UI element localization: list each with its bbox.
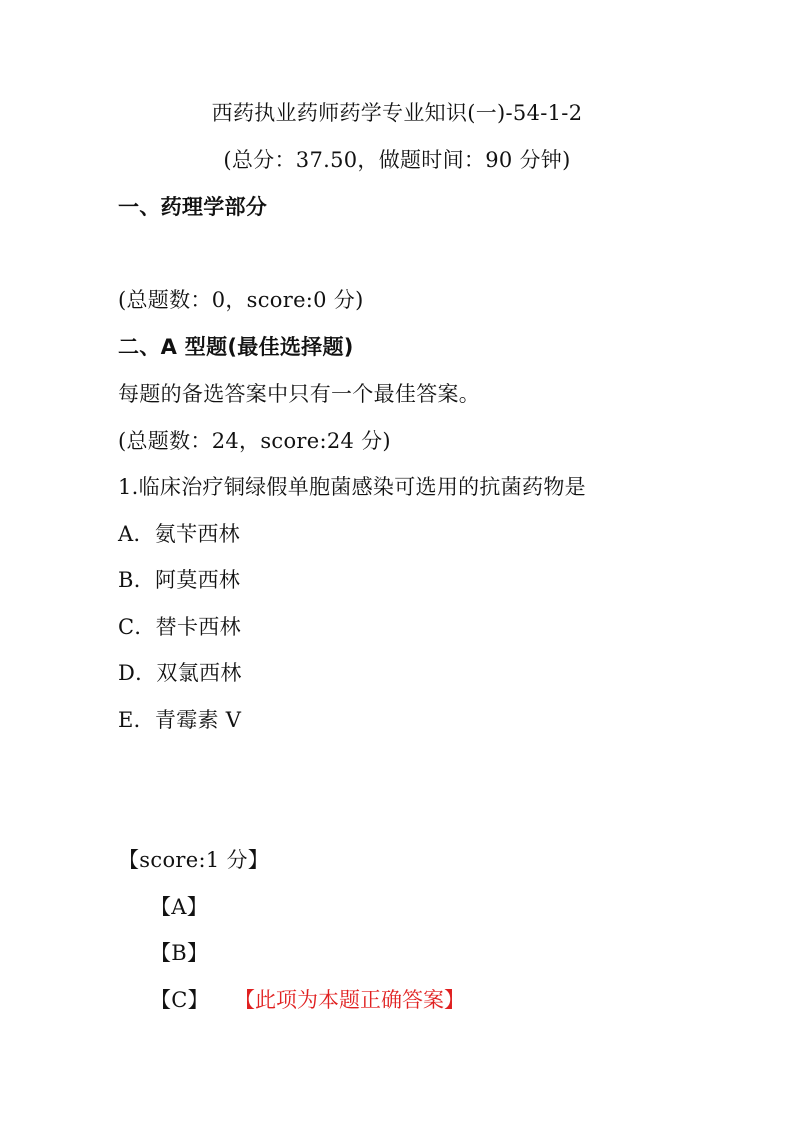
section1-question-count: (总题数：0，score:0 分) [118, 288, 364, 312]
answer-choice-b: 【B】 [150, 941, 209, 965]
section2-question-count: (总题数：24，score:24 分) [118, 429, 391, 453]
document-title: 西药执业药师药学专业知识(一)-54-1-2 [211, 101, 583, 125]
question-stem: 1.临床治疗铜绿假单胞菌感染可选用的抗菌药物是 [118, 475, 586, 499]
option-c: C．替卡西林 [118, 615, 241, 639]
option-b: B．阿莫西林 [118, 568, 241, 592]
correct-answer-note: 【此项为本题正确答案】 [234, 988, 465, 1012]
section2-description: 每题的备选答案中只有一个最佳答案。 [118, 382, 481, 406]
answer-choice-c: 【C】 [150, 988, 209, 1012]
section-heading-pharmacology: 一、药理学部分 [118, 195, 268, 219]
option-e: E．青霉素 V [118, 708, 242, 732]
document-subtitle: (总分：37.50，做题时间：90 分钟) [223, 148, 571, 172]
section-heading-type-a: 二、A 型题(最佳选择题) [118, 335, 354, 359]
answer-score: 【score:1 分】 [118, 848, 270, 872]
option-a: A．氨苄西林 [118, 522, 240, 546]
answer-choice-a: 【A】 [150, 895, 209, 919]
option-d: D．双氯西林 [118, 661, 242, 685]
